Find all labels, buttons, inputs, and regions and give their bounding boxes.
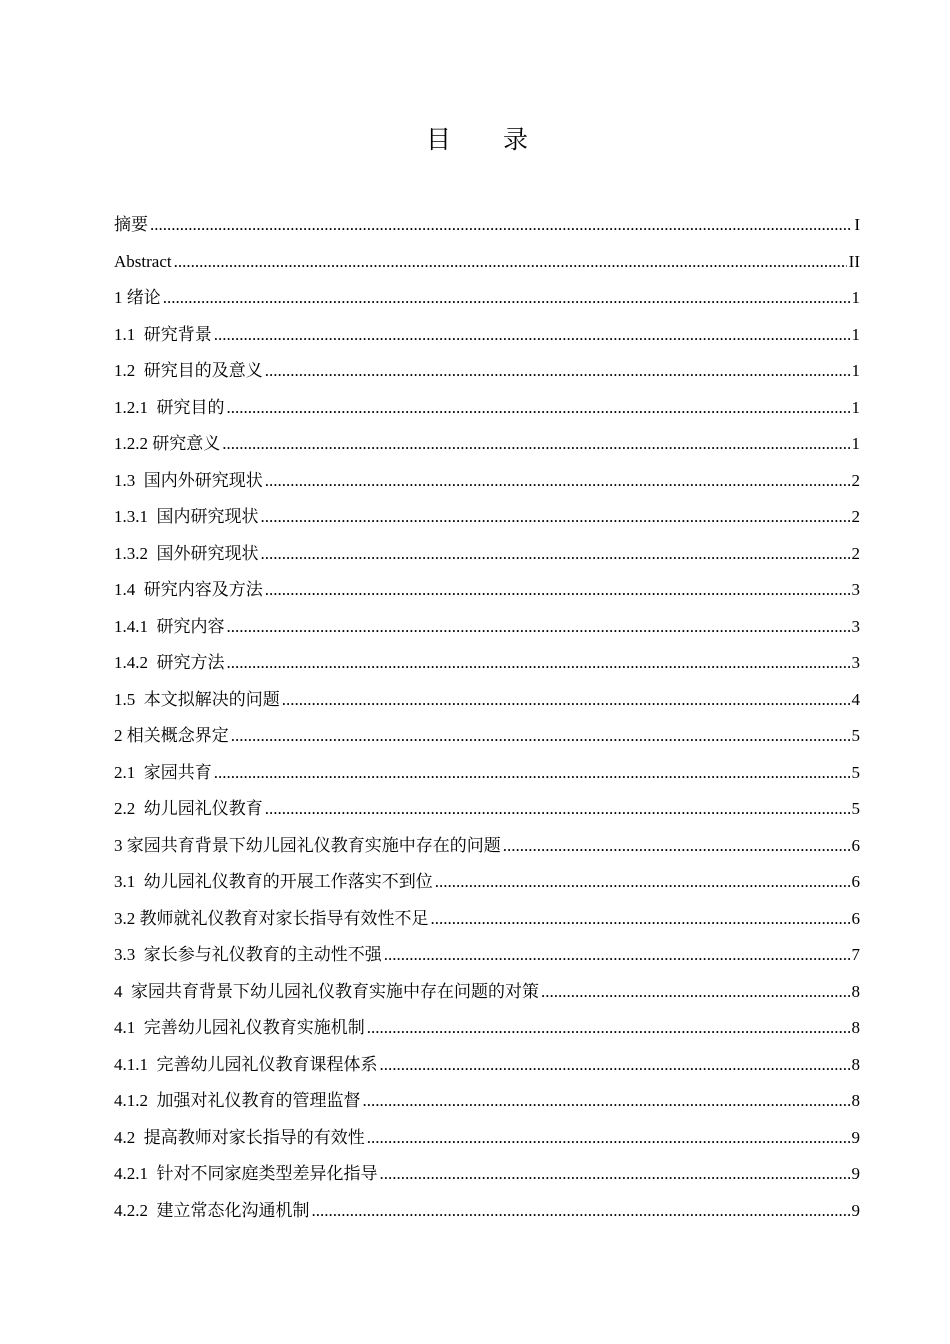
toc-entry-label: 2.2 幼儿园礼仪教育 bbox=[114, 799, 263, 818]
toc-entry-page-number: 4 bbox=[851, 689, 860, 709]
toc-entry[interactable] bbox=[114, 1120, 860, 1157]
toc-dot-leader bbox=[222, 426, 849, 463]
toc-dot-leader bbox=[380, 1156, 850, 1193]
toc-dot-leader bbox=[435, 864, 850, 901]
toc-entry-page-number: 1 bbox=[851, 361, 860, 380]
toc-entry-label: 1.2.2 研究意义 bbox=[114, 434, 221, 453]
toc-entry[interactable] bbox=[114, 1010, 860, 1047]
toc-entry-page-number: 8 bbox=[851, 1018, 860, 1037]
toc-entry-label: 4 家园共育背景下幼儿园礼仪教育实施中存在问题的对策 bbox=[114, 981, 539, 1001]
toc-dot-leader bbox=[261, 499, 850, 536]
toc-dot-leader bbox=[163, 280, 850, 317]
toc-entry-label: 1.2 研究目的及意义 bbox=[114, 361, 263, 380]
toc-entry-label: 2 相关概念界定 bbox=[114, 726, 229, 745]
toc-entry[interactable] bbox=[114, 609, 860, 646]
toc-entry-page-number: 8 bbox=[851, 1054, 860, 1074]
toc-entry-label: 3.3 家长参与礼仪教育的主动性不强 bbox=[114, 945, 382, 964]
toc-entry-page-number: 2 bbox=[851, 543, 860, 563]
toc-entry[interactable] bbox=[114, 390, 860, 427]
toc-dot-leader bbox=[503, 828, 850, 865]
toc-entry-label: 1.4.2 研究方法 bbox=[114, 653, 225, 672]
toc-entry-page-number: 9 bbox=[851, 1127, 860, 1147]
toc-entry[interactable] bbox=[114, 353, 860, 390]
toc-entry[interactable] bbox=[114, 682, 860, 719]
toc-entry-label: 1.3.1 国内研究现状 bbox=[114, 507, 259, 526]
toc-entry-label: 1.4 研究内容及方法 bbox=[114, 580, 263, 599]
toc-dot-leader bbox=[231, 718, 850, 755]
toc-entry[interactable] bbox=[114, 1083, 860, 1120]
toc-dot-leader bbox=[150, 207, 852, 244]
toc-entry[interactable] bbox=[114, 207, 860, 244]
toc-dot-leader bbox=[363, 1083, 850, 1120]
toc-entry[interactable] bbox=[114, 755, 860, 792]
toc-entry[interactable] bbox=[114, 426, 860, 463]
toc-entry-label: 1.5 本文拟解决的问题 bbox=[114, 689, 280, 709]
toc-entry[interactable] bbox=[114, 1193, 860, 1230]
toc-entry-page-number: 6 bbox=[851, 835, 860, 855]
toc-entry[interactable] bbox=[114, 463, 860, 500]
toc-dot-leader bbox=[265, 353, 850, 390]
toc-dot-leader bbox=[214, 755, 850, 792]
toc-entry-label: 1.4.1 研究内容 bbox=[114, 616, 225, 636]
toc-dot-leader bbox=[265, 791, 850, 828]
toc-entry-label: 2.1 家园共育 bbox=[114, 762, 212, 782]
toc-entry-label: 4.1.1 完善幼儿园礼仪教育课程体系 bbox=[114, 1054, 378, 1074]
toc-entry-page-number: 1 bbox=[851, 288, 860, 307]
toc-entry-page-number: 1 bbox=[851, 324, 860, 344]
toc-entry-page-number: 2 bbox=[851, 470, 860, 490]
toc-entry-page-number: 2 bbox=[851, 507, 860, 526]
toc-entry-label: 3 家园共育背景下幼儿园礼仪教育实施中存在的问题 bbox=[114, 835, 501, 855]
toc-dot-leader bbox=[261, 536, 850, 573]
toc-entry[interactable] bbox=[114, 828, 860, 865]
toc-dot-leader bbox=[282, 682, 850, 719]
toc-entry-label: 4.2.2 建立常态化沟通机制 bbox=[114, 1200, 310, 1220]
toc-entry[interactable] bbox=[114, 536, 860, 573]
toc-dot-leader bbox=[380, 1047, 850, 1084]
toc-dot-leader bbox=[384, 937, 850, 974]
toc-entry[interactable] bbox=[114, 864, 860, 901]
toc-entry[interactable] bbox=[114, 317, 860, 354]
toc-entry-label: 1.2.1 研究目的 bbox=[114, 397, 225, 417]
toc-dot-leader bbox=[367, 1120, 850, 1157]
toc-entry[interactable] bbox=[114, 1047, 860, 1084]
toc-dot-leader bbox=[265, 572, 850, 609]
toc-entry-page-number: 3 bbox=[851, 580, 860, 599]
toc-entry[interactable] bbox=[114, 974, 860, 1011]
toc-dot-leader bbox=[174, 244, 847, 281]
toc-entry[interactable] bbox=[114, 572, 860, 609]
toc-entry-page-number: 9 bbox=[851, 1200, 860, 1220]
toc-dot-leader bbox=[227, 645, 850, 682]
toc-dot-leader bbox=[227, 390, 850, 427]
toc-entry[interactable] bbox=[114, 791, 860, 828]
toc-entry-page-number: I bbox=[854, 215, 860, 234]
table-of-contents bbox=[114, 207, 860, 1229]
toc-entry[interactable] bbox=[114, 280, 860, 317]
toc-entry-label: 4.1 完善幼儿园礼仪教育实施机制 bbox=[114, 1018, 365, 1037]
toc-entry-page-number: 3 bbox=[851, 616, 860, 636]
toc-entry-label: 3.1 幼儿园礼仪教育的开展工作落实不到位 bbox=[114, 872, 433, 891]
toc-entry[interactable] bbox=[114, 1156, 860, 1193]
toc-entry-label: 4.2.1 针对不同家庭类型差异化指导 bbox=[114, 1164, 378, 1183]
toc-dot-leader bbox=[541, 974, 850, 1011]
toc-entry[interactable] bbox=[114, 499, 860, 536]
toc-dot-leader bbox=[312, 1193, 850, 1230]
toc-entry[interactable] bbox=[114, 901, 860, 938]
toc-entry-label: Abstract bbox=[114, 251, 172, 271]
toc-entry-page-number: 8 bbox=[851, 1091, 860, 1110]
toc-entry-label: 1.1 研究背景 bbox=[114, 324, 212, 344]
toc-entry[interactable] bbox=[114, 718, 860, 755]
toc-entry-page-number: 6 bbox=[851, 908, 860, 928]
toc-entry-label: 1.3.2 国外研究现状 bbox=[114, 543, 259, 563]
toc-dot-leader bbox=[431, 901, 850, 938]
toc-entry-page-number: 1 bbox=[851, 434, 860, 453]
toc-entry-label: 4.1.2 加强对礼仪教育的管理监督 bbox=[114, 1091, 361, 1110]
toc-entry-page-number: 5 bbox=[851, 762, 860, 782]
toc-entry-page-number: II bbox=[848, 251, 860, 271]
toc-dot-leader bbox=[265, 463, 850, 500]
toc-entry-page-number: 3 bbox=[851, 653, 860, 672]
toc-entry-label: 1.3 国内外研究现状 bbox=[114, 470, 263, 490]
toc-entry-page-number: 1 bbox=[851, 397, 860, 417]
toc-entry[interactable] bbox=[114, 645, 860, 682]
toc-entry-page-number: 5 bbox=[851, 799, 860, 818]
toc-entry-label: 摘要 bbox=[114, 215, 148, 234]
toc-entry-page-number: 9 bbox=[851, 1164, 860, 1183]
toc-entry-page-number: 6 bbox=[851, 872, 860, 891]
toc-entry-label: 4.2 提高教师对家长指导的有效性 bbox=[114, 1127, 365, 1147]
toc-title: 目 录 bbox=[426, 125, 550, 154]
toc-entry[interactable] bbox=[114, 937, 860, 974]
toc-entry-page-number: 8 bbox=[851, 981, 860, 1001]
toc-entry-page-number: 5 bbox=[851, 726, 860, 745]
toc-entry-label: 1 绪论 bbox=[114, 288, 161, 307]
toc-entry-label: 3.2 教师就礼仪教育对家长指导有效性不足 bbox=[114, 908, 429, 928]
toc-dot-leader bbox=[227, 609, 850, 646]
toc-entry-page-number: 7 bbox=[851, 945, 860, 964]
toc-dot-leader bbox=[367, 1010, 850, 1047]
toc-entry[interactable] bbox=[114, 244, 860, 281]
toc-dot-leader bbox=[214, 317, 850, 354]
